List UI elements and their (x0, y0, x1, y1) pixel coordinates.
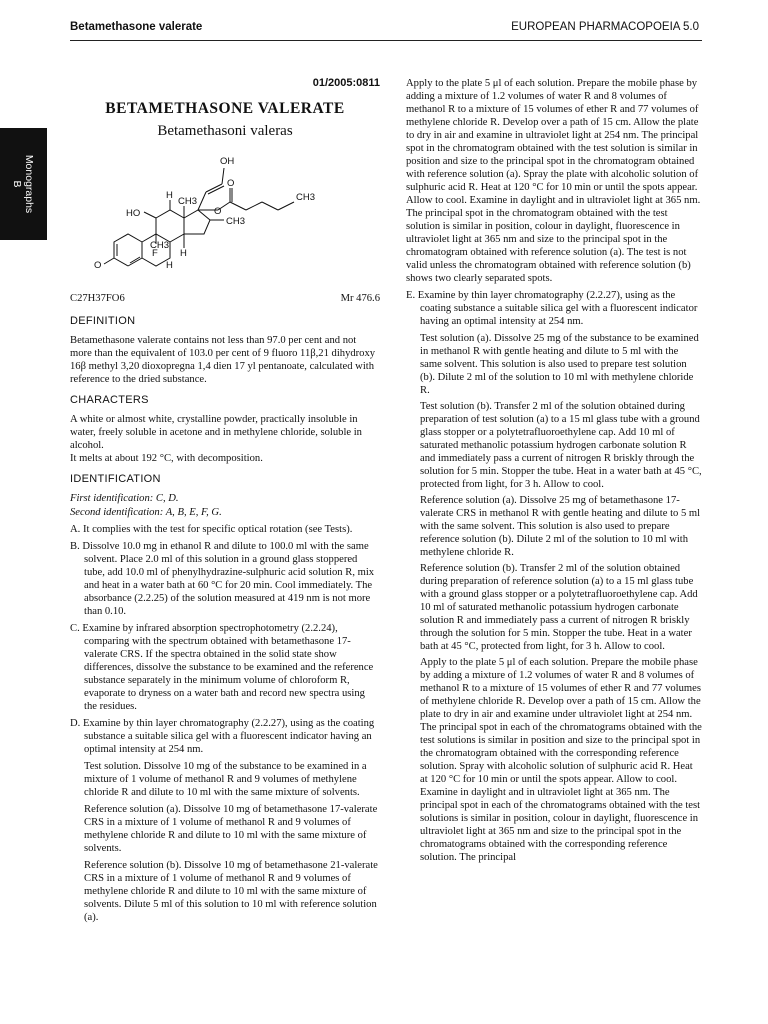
e-test-solution-a: Test solution (a). Dissolve 25 mg of the substance to be examined in methanol R with gentle heating and dilute to 5 ml with the same solvent. This solution is also used to prepare test solution (b). Dilute 2 ml of the solution to 10 ml with methylene chloride R. (420, 333, 699, 396)
running-header-left: Betamethasone valerate (70, 21, 203, 33)
structure-diagram (70, 144, 380, 292)
monograph-title: BETAMETHASONE VALERATE (105, 100, 345, 117)
e-test-solution-b: Test solution (b). Transfer 2 ml of the solution obtained during preparation of test solution (a) to a 15 ml glass tube with a ground glass stopper or a polytetrafluoroethylene cap. Add 10 ml of saturated methanolic potassium hydrogen carbonate solution R and immediately pass a current of nitrogen R briskly through the solution for 5 min. Stopper the tube. Heat in a water bath at 45 °C, protected from light, for 3 h. Allow to cool. (420, 401, 702, 490)
identification-c: C. Examine by infrared absorption spectrophotometry (2.2.24), comparing with the spectrum obtained with betamethasone 17-valerate CRS. If the spectra obtained in the solid state show differences, dissolve the substance to be examined and the reference substance separately in the minimum volume of chloroform R, evaporate to dryness on a water bath and record new spectra using the residues. (70, 623, 374, 712)
label-o-c3: O (94, 260, 102, 271)
running-header-right: EUROPEAN PHARMACOPOEIA 5.0 (511, 21, 699, 33)
identification-b: B. Dissolve 10.0 mg in ethanol R and dilute to 100.0 ml with the same solvent. Place 2.0 ml of this solution in a ground glass stoppered tube, add 10.0 ml of phenylhydrazine-sulphuric acid solution R, mix and heat in a water bath at 60 °C for 20 min. Cool immediately. The absorbance (2.2.25) of the solution measured at 419 nm is not more than 0.10. (70, 541, 375, 617)
formula-row (70, 292, 380, 305)
definition-text: Betamethasone valerate contains not less than 97.0 per cent and not more than the equivalent of 103.0 per cent of 9 fluoro 11β,21 dihydroxy 16β methyl 3,20 dioxopregna 1,4 dien 17 yl pentanoate, calculated with reference to the dried substance. (70, 335, 376, 385)
label-ch3-c19: CH3 (150, 240, 170, 251)
e-procedure: Apply to the plate 5 μl of each solution. Prepare the mobile phase by adding a mixture of 1.2 volumes of water R and 8 volumes of methanol R to a mixture of 15 volumes of ether R and 77 volumes of methylene chloride R. Develop over a path of 15 cm. Allow the plate to dry in air and examine under ultraviolet light at 254 nm. The principal spot in each of the chromatograms obtained with the test solutions is similar in position and size to the principal spot in the chromatogram obtained with the corresponding reference solution. Spray with alcoholic solution of sulphuric acid R. Heat at 120 °C for 10 min or until the spots appear. Allow to cool. Examine in daylight and in ultraviolet light at 365 nm. The principal spot in each of the chromatograms obtained with the test solutions is similar in position, colour in daylight, fluorescence in ultraviolet light at 365 nm and size to the principal spot in the chromatograms obtained with the corresponding reference solution. The principal (420, 657, 702, 863)
label-ho: HO (126, 208, 141, 219)
label-h-c8: H (166, 260, 173, 271)
first-identification: First identification: C, D. (70, 493, 179, 504)
label-o-ketone: O (227, 178, 235, 189)
left-column (70, 77, 380, 928)
side-tab-letter: B (11, 180, 23, 188)
label-ch3-c16: CH3 (226, 216, 246, 227)
latin-name: Betamethasoni valeras (157, 123, 293, 139)
molecular-weight: Mr 476.6 (340, 293, 380, 304)
identification-e: E. Examine by thin layer chromatography (2.2.27), using as the coating substance a suitable silica gel with a fluorescent indicator having an optimal intensity at 254 nm. (406, 290, 698, 327)
characters-heading: CHARACTERS (70, 394, 149, 406)
label-oh: OH (220, 156, 235, 167)
d-reference-solution-a: Reference solution (a). Dissolve 10 mg of betamethasone 17-valerate CRS in a mixture of 1 volume of methanol R and 9 volumes of methylene chloride R and dilute to 10 ml with the same mixture of solvents. (84, 804, 378, 854)
characters-text: A white or almost white, crystalline powder, practically insoluble in water, freely soluble in acetone and in methylene chloride, soluble in alcohol. (70, 414, 362, 451)
structural-formula (70, 144, 380, 292)
d-reference-solution-b: Reference solution (b). Dissolve 10 mg of betamethasone 21-valerate CRS in a mixture of 1 volume of methanol R and 9 volumes of methylene chloride R and dilute to 10 ml with the same mixture of solvents. Dilute 5 ml of this solution to 10 ml with reference solution (a). (84, 860, 378, 923)
label-f: F (152, 248, 158, 259)
definition-heading: DEFINITION (70, 315, 136, 327)
e-reference-solution-b: Reference solution (b). Transfer 2 ml of the solution obtained during preparation of reference solution (a) to a 15 ml glass tube with a ground glass stopper or a polytetrafluoroethylene cap. Add 10 ml of saturated methanolic potassium hydrogen carbonate solution R and immediately pass a current of nitrogen R briskly through the solution for 5 min. Stopper the tube. Heat in a water bath at 45 °C, protected from light, for 3 h. Allow to cool. (420, 563, 698, 652)
header-rule (70, 40, 702, 41)
second-identification: Second identification: A, B, E, F, G. (70, 507, 222, 518)
right-column (406, 77, 702, 867)
monograph-reference-number: 01/2005:0811 (312, 77, 380, 89)
identification-heading: IDENTIFICATION (70, 473, 161, 485)
label-h-c14: H (180, 248, 187, 259)
e-reference-solution-a: Reference solution (a). Dissolve 25 mg of betamethasone 17-valerate CRS in methanol R with gentle heating and dilute to 5 ml with the same solvent. This solution is also used to prepare reference solution (b). Dilute 2 ml of the solution to 10 ml with methylene chloride R. (420, 495, 701, 558)
label-ch3-chain: CH3 (296, 192, 316, 203)
label-ch3-c18: CH3 (178, 196, 198, 207)
label-h-top: H (166, 190, 173, 201)
molecular-formula: C27H37FO6 (70, 293, 125, 304)
side-tab-label: Monographs (23, 154, 35, 214)
d-test-solution: Test solution. Dissolve 10 mg of the substance to be examined in a mixture of 1 volume of methanol R and 9 volumes of methylene chloride R and dilute to 10 ml with the same mixture of solvents. (84, 761, 367, 798)
monographs-side-tab (0, 128, 47, 240)
identification-a: A. It complies with the test for specific optical rotation (see Tests). (70, 524, 353, 535)
label-o-ester: O (214, 206, 222, 217)
d-procedure-continued: Apply to the plate 5 μl of each solution. Prepare the mobile phase by adding a mixture of 1.2 volumes of water R and 8 volumes of methanol R to a mixture of 15 volumes of ether R and 77 volumes of methylene chloride R. Develop over a path of 15 cm. Allow the plate to dry in air and examine in ultraviolet light at 254 nm. The principal spot in the chromatogram obtained with the test solution is similar in position and size to the principal spot in the chromatogram obtained with reference solution (a). Spray the plate with alcoholic solution of sulphuric acid R. Heat at 120 °C for 10 min or until the spots appear. Allow to cool. Examine in daylight and in ultraviolet light at 365 nm. The principal spot in the chromatogram obtained with the test solution is similar in position, colour in daylight, fluorescence in ultraviolet light at 365 nm and size to the principal spot in the chromatogram obtained with reference solution (a). The test is not valid unless the chromatogram obtained with reference solution (b) shows two clearly separated spots. (406, 78, 701, 284)
identification-d: D. Examine by thin layer chromatography (2.2.27), using as the coating substance a suitable silica gel with a fluorescent indicator having an optimal intensity at 254 nm. (70, 718, 375, 755)
melting-text: It melts at about 192 °C, with decomposition. (70, 453, 263, 464)
